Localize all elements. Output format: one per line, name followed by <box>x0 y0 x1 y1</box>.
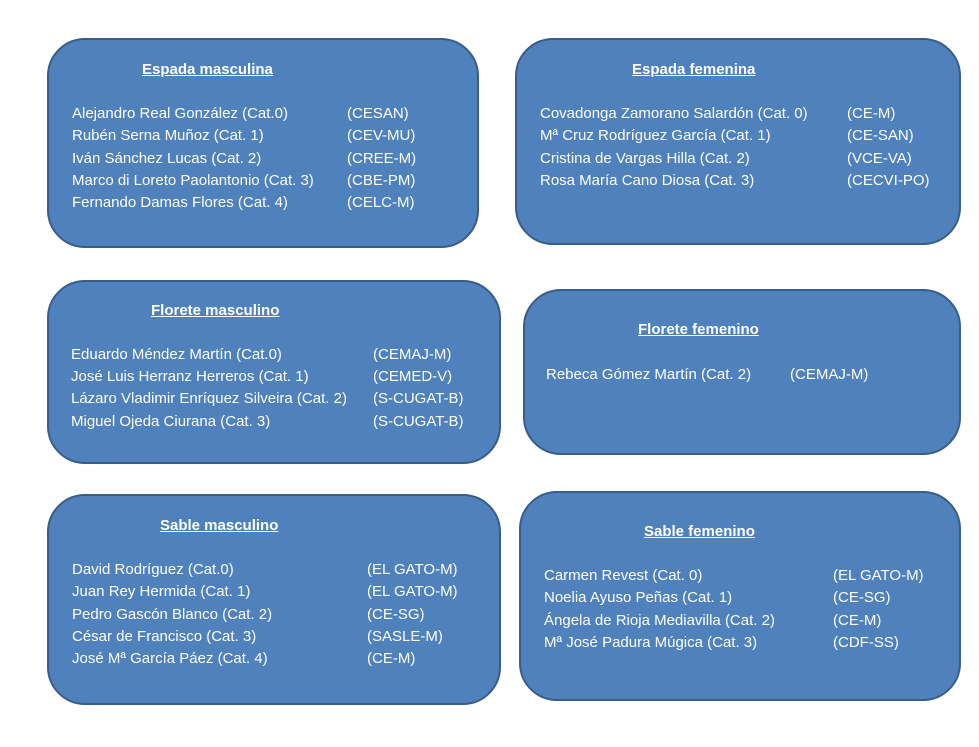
list-item <box>49 127 477 149</box>
list-item <box>49 561 499 583</box>
list-item <box>525 366 959 388</box>
fencer-name: Iván Sánchez Lucas (Cat. 2) <box>72 150 262 167</box>
list-item <box>49 583 499 605</box>
club-code: (CE-SG) <box>833 589 891 606</box>
list-item <box>49 346 499 368</box>
list-item <box>521 589 959 611</box>
fencer-name: Juan Rey Hermida (Cat. 1) <box>72 583 251 600</box>
list-item <box>49 150 477 172</box>
club-code: (CBE-PM) <box>347 172 416 189</box>
list-item <box>49 413 499 435</box>
fencer-name: Pedro Gascón Blanco (Cat. 2) <box>72 606 273 623</box>
list-item <box>49 606 499 628</box>
sable-masculino-box <box>47 494 501 705</box>
florete-masculino-title: Florete masculino <box>151 302 280 319</box>
fencer-name: Eduardo Méndez Martín (Cat.0) <box>71 346 282 363</box>
fencer-name: Ángela de Rioja Mediavilla (Cat. 2) <box>544 612 775 629</box>
club-code: (EL GATO-M) <box>367 583 458 600</box>
fencer-name: Rebeca Gómez Martín (Cat. 2) <box>546 366 752 383</box>
florete-femenino-title: Florete femenino <box>638 321 759 338</box>
fencer-name: Mª Cruz Rodríguez García (Cat. 1) <box>540 127 771 144</box>
espada-masculina-box <box>47 38 479 248</box>
fencer-name: Mª José Padura Múgica (Cat. 3) <box>544 634 758 651</box>
club-code: (CESAN) <box>347 105 409 122</box>
club-code: (CE-M) <box>367 650 416 667</box>
club-code: (CEV-MU) <box>347 127 416 144</box>
fencer-name: Covadonga Zamorano Salardón (Cat. 0) <box>540 105 808 122</box>
club-code: (EL GATO-M) <box>367 561 458 578</box>
sable-femenino-title: Sable femenino <box>644 523 755 540</box>
club-code: (CE-M) <box>833 612 882 629</box>
club-code: (S-CUGAT-B) <box>373 390 464 407</box>
club-code: (CEMED-V) <box>373 368 453 385</box>
list-item <box>517 150 959 172</box>
fencer-name: Marco di Loreto Paolantonio (Cat. 3) <box>72 172 314 189</box>
list-item <box>521 567 959 589</box>
club-code: (CE-M) <box>847 105 896 122</box>
list-item <box>49 390 499 412</box>
list-item <box>49 650 499 672</box>
list-item <box>49 628 499 650</box>
list-item <box>49 105 477 127</box>
fencer-name: César de Francisco (Cat. 3) <box>72 628 257 645</box>
espada-femenina-title: Espada femenina <box>632 61 756 78</box>
list-item <box>521 612 959 634</box>
list-item <box>49 172 477 194</box>
fencer-name: Miguel Ojeda Ciurana (Cat. 3) <box>71 413 271 430</box>
fencer-name: Carmen Revest (Cat. 0) <box>544 567 703 584</box>
list-item <box>517 172 959 194</box>
club-code: (CELC-M) <box>347 194 415 211</box>
club-code: (CDF-SS) <box>833 634 899 651</box>
club-code: (CECVI-PO) <box>847 172 930 189</box>
club-code: (CE-SG) <box>367 606 425 623</box>
club-code: (CREE-M) <box>347 150 417 167</box>
fencer-name: José Luis Herranz Herreros (Cat. 1) <box>71 368 309 385</box>
club-code: (S-CUGAT-B) <box>373 413 464 430</box>
fencer-name: José Mª García Páez (Cat. 4) <box>72 650 268 667</box>
florete-masculino-box <box>47 280 501 464</box>
sable-femenino-box <box>519 491 961 701</box>
fencer-name: Rubén Serna Muñoz (Cat. 1) <box>72 127 264 144</box>
list-item <box>49 368 499 390</box>
fencer-name: Rosa María Cano Diosa (Cat. 3) <box>540 172 755 189</box>
florete-femenino-box <box>523 289 961 455</box>
sable-masculino-title: Sable masculino <box>160 517 279 534</box>
club-code: (CEMAJ-M) <box>790 366 869 383</box>
club-code: (EL GATO-M) <box>833 567 924 584</box>
fencer-name: Cristina de Vargas Hilla (Cat. 2) <box>540 150 750 167</box>
fencer-name: Noelia Ayuso Peñas (Cat. 1) <box>544 589 733 606</box>
fencer-name: Alejandro Real González (Cat.0) <box>72 105 288 122</box>
espada-femenina-box <box>515 38 961 245</box>
club-code: (CEMAJ-M) <box>373 346 452 363</box>
fencer-name: Lázaro Vladimir Enríquez Silveira (Cat. 2) <box>71 390 347 407</box>
fencer-name: Fernando Damas Flores (Cat. 4) <box>72 194 288 211</box>
list-item <box>517 105 959 127</box>
list-item <box>49 194 477 216</box>
list-item <box>517 127 959 149</box>
club-code: (CE-SAN) <box>847 127 914 144</box>
fencer-name: David Rodríguez (Cat.0) <box>72 561 234 578</box>
club-code: (VCE-VA) <box>847 150 912 167</box>
list-item <box>521 634 959 656</box>
espada-masculina-title: Espada masculina <box>142 61 273 78</box>
club-code: (SASLE-M) <box>367 628 443 645</box>
